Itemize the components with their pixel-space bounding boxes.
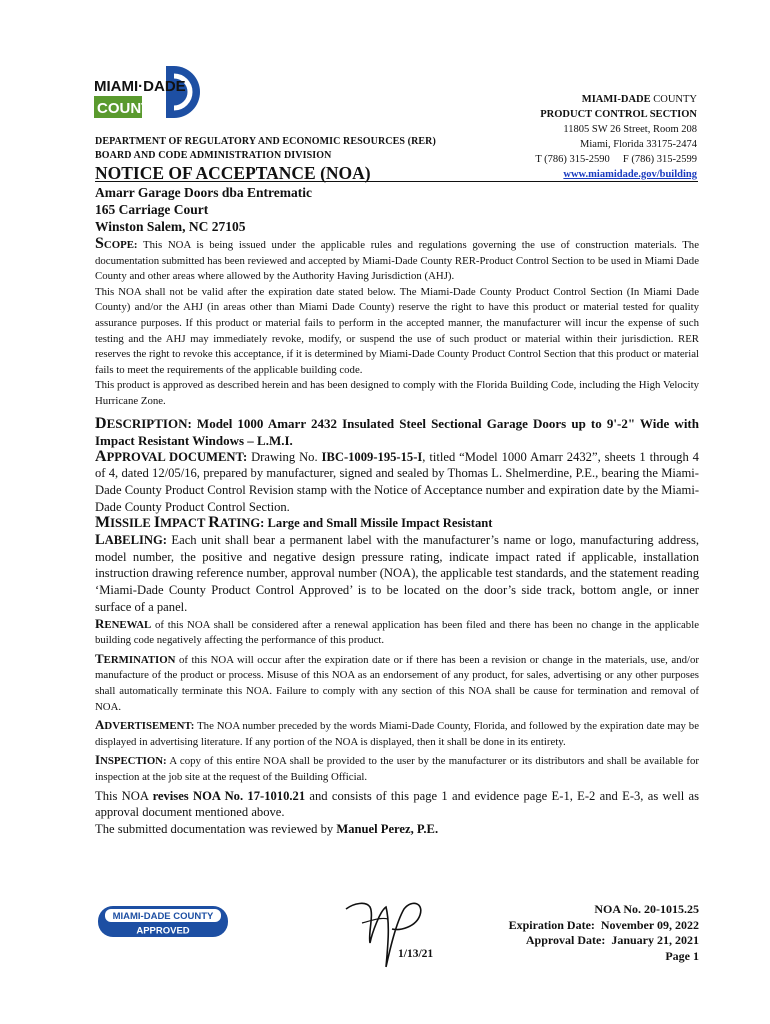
scope-validity-paragraph: This NOA shall not be valid after the expiration date stated below. The Miami-Dade County Product Control Section (In Miami Dade County) and/or the AHJ (in areas other than Miami Dade County) reserve the right to have this product or material tested for quality assurance purposes. If this product or material fails to perform in the accepted manner, the manufacturer will incur the expense of such testing and the AHJ may immediately revoke, modify, or suspend the use of such product or material within their jurisdiction. RER reserves the right to revoke this acceptance, if it is determined by Miami-Dade County Product Control Section that this product or material fails to meet the requirements of the applicable building code. — [95, 285, 699, 376]
signature-date: 1/13/21 — [398, 948, 434, 960]
description-heading: DESCRIPTION: — [95, 414, 192, 432]
office-street: 11805 SW 26 Street, Room 208 — [563, 124, 697, 135]
revised-noa-number: revises NOA No. 17-1010.21 — [152, 788, 306, 803]
company-address — [95, 184, 312, 235]
termination-paragraph: TERMINATION of this NOA will occur after the expiration date or if there has been a revision or change in the materials, use, and/or manufacture of the product or process. Misuse of this NOA as an endorsement of any product, for sales, advertising or any other purposes shall automatically terminate this NOA. Failure to comply with any section of this NOA shall be cause for termination and removal of NOA. — [95, 650, 699, 713]
notice-body — [95, 236, 699, 838]
department-block — [95, 135, 436, 163]
expiration-date: Expiration Date: November 09, 2022 — [508, 917, 699, 932]
drawing-number: IBC-1009-195-15-I — [321, 449, 423, 464]
approved-stamp — [97, 905, 229, 938]
approval-heading: APPROVAL DOCUMENT: — [95, 447, 248, 465]
noa-footer — [509, 902, 699, 964]
title-divider — [95, 181, 698, 182]
svg-text:MIAMI·DADE: MIAMI·DADE — [94, 78, 186, 95]
company-city: Winston Salem, NC 27105 — [95, 219, 246, 234]
termination-heading: TERMINATION — [95, 650, 176, 666]
inspection-paragraph: INSPECTION: A copy of this entire NOA shall be provided to the user by the manufacturer or its distributors and shall be available for inspection at the job site at the request of the Building Official. — [95, 752, 699, 783]
scope-paragraph: SCOPE: This NOA is being issued under the applicable rules and regulations governing the use of construction materials. The documentation submitted has been reviewed and accepted by Miami-Dade County RER-Product Control Section to be used in Miami Dade County and other areas where allowed by the Authority Having Jurisdiction (AHJ). — [95, 235, 699, 283]
description-paragraph: DESCRIPTION: Model 1000 Amarr 2432 Insulated Steel Sectional Garage Doors up to 9'-2" Wide with Impact Resistant Windows – L.M.I. — [95, 414, 699, 448]
company-name: Amarr Garage Doors dba Entrematic — [95, 185, 312, 200]
labeling-heading: LABELING: — [95, 532, 167, 549]
office-name-rest: COUNTY — [650, 94, 697, 105]
labeling-paragraph: LABELING: Each unit shall bear a permanent label with the manufacturer’s name or logo, manufacturing address, model number, the positive and negative design pressure rating, indicate impact rated if applicable, installation instruction drawing reference number, approval number (NOA), the applicable test standards, and the statement reading ‘Miami-Dade County Product Control Approved’ is to be located on the door’s side track, bottom angle, or inner surface of a panel. — [95, 532, 699, 614]
approval-date: Approval Date: January 21, 2021 — [525, 933, 699, 947]
office-city: Miami, Florida 33175-2474 — [580, 139, 697, 150]
office-address-block — [535, 92, 697, 182]
website-link[interactable]: www.miamidade.gov/building — [563, 169, 697, 180]
svg-text:APPROVED: APPROVED — [136, 925, 190, 937]
page-title: NOTICE OF ACCEPTANCE (NOA) — [95, 163, 371, 183]
office-phones: T (786) 315-2590 F (786) 315-2599 — [535, 154, 697, 165]
company-street: 165 Carriage Court — [95, 202, 209, 217]
scope-heading: SCOPE: — [95, 235, 138, 252]
office-section: PRODUCT CONTROL SECTION — [540, 109, 697, 120]
page-number: Page 1 — [665, 948, 699, 963]
missile-impact-paragraph: MISSILE IMPACT RATING: Large and Small Missile Impact Resistant — [95, 514, 493, 532]
approval-document-paragraph: APPROVAL DOCUMENT: Drawing No. IBC-1009-195-15-I, titled “Model 1000 Amarr 2432”, sheets 1 through 4 of 4, dated 12/05/16, prepared by manufacturer, signed and sealed by Thomas L. Shelmerdine, P.E., bearing the Miami-Dade County Product Control Revision stamp with the Notice of Acceptance number and expiration date by the Miami-Dade County Product Control Section. — [95, 447, 700, 514]
inspection-heading: INSPECTION: — [95, 752, 167, 768]
reviewed-by-paragraph: The submitted documentation was reviewed by Manuel Perez, P.E. — [95, 821, 439, 836]
svg-text:COUNTY: COUNTY — [97, 100, 161, 117]
noa-number: NOA No. 20-1015.25 — [594, 902, 699, 916]
renewal-heading: RENEWAL — [95, 615, 152, 631]
renewal-paragraph: RENEWAL of this NOA shall be considered after a renewal application has been filed and there has been no change in the applicable building code negatively affecting the performance of this product. — [95, 615, 699, 647]
department-name: DEPARTMENT OF REGULATORY AND ECONOMIC RESOURCES (RER) — [95, 136, 436, 147]
scope-compliance-paragraph: This product is approved as described herein and has been designed to comply with the Florida Building Code, including the High Velocity Hurricane Zone. — [95, 379, 699, 407]
advertisement-paragraph: ADVERTISEMENT: The NOA number preceded by the words Miami-Dade County, Florida, and followed by the expiration date may be displayed in advertising literature. If any portion of the NOA is displayed, then it shall be done in its entirety. — [95, 717, 699, 748]
division-name: BOARD AND CODE ADMINISTRATION DIVISION — [95, 150, 332, 161]
office-name-bold: MIAMI-DADE — [581, 94, 651, 105]
miami-dade-logo — [94, 64, 214, 120]
advertisement-heading: ADVERTISEMENT: — [95, 717, 195, 733]
svg-text:MIAMI-DADE COUNTY: MIAMI-DADE COUNTY — [112, 911, 214, 922]
reviewer-name: Manuel Perez, P.E. — [336, 821, 439, 836]
revises-paragraph: This NOA revises NOA No. 17-1010.21 and consists of this page 1 and evidence page E-1, E-2 and E-3, as well as approval document mentioned above. — [95, 788, 699, 820]
